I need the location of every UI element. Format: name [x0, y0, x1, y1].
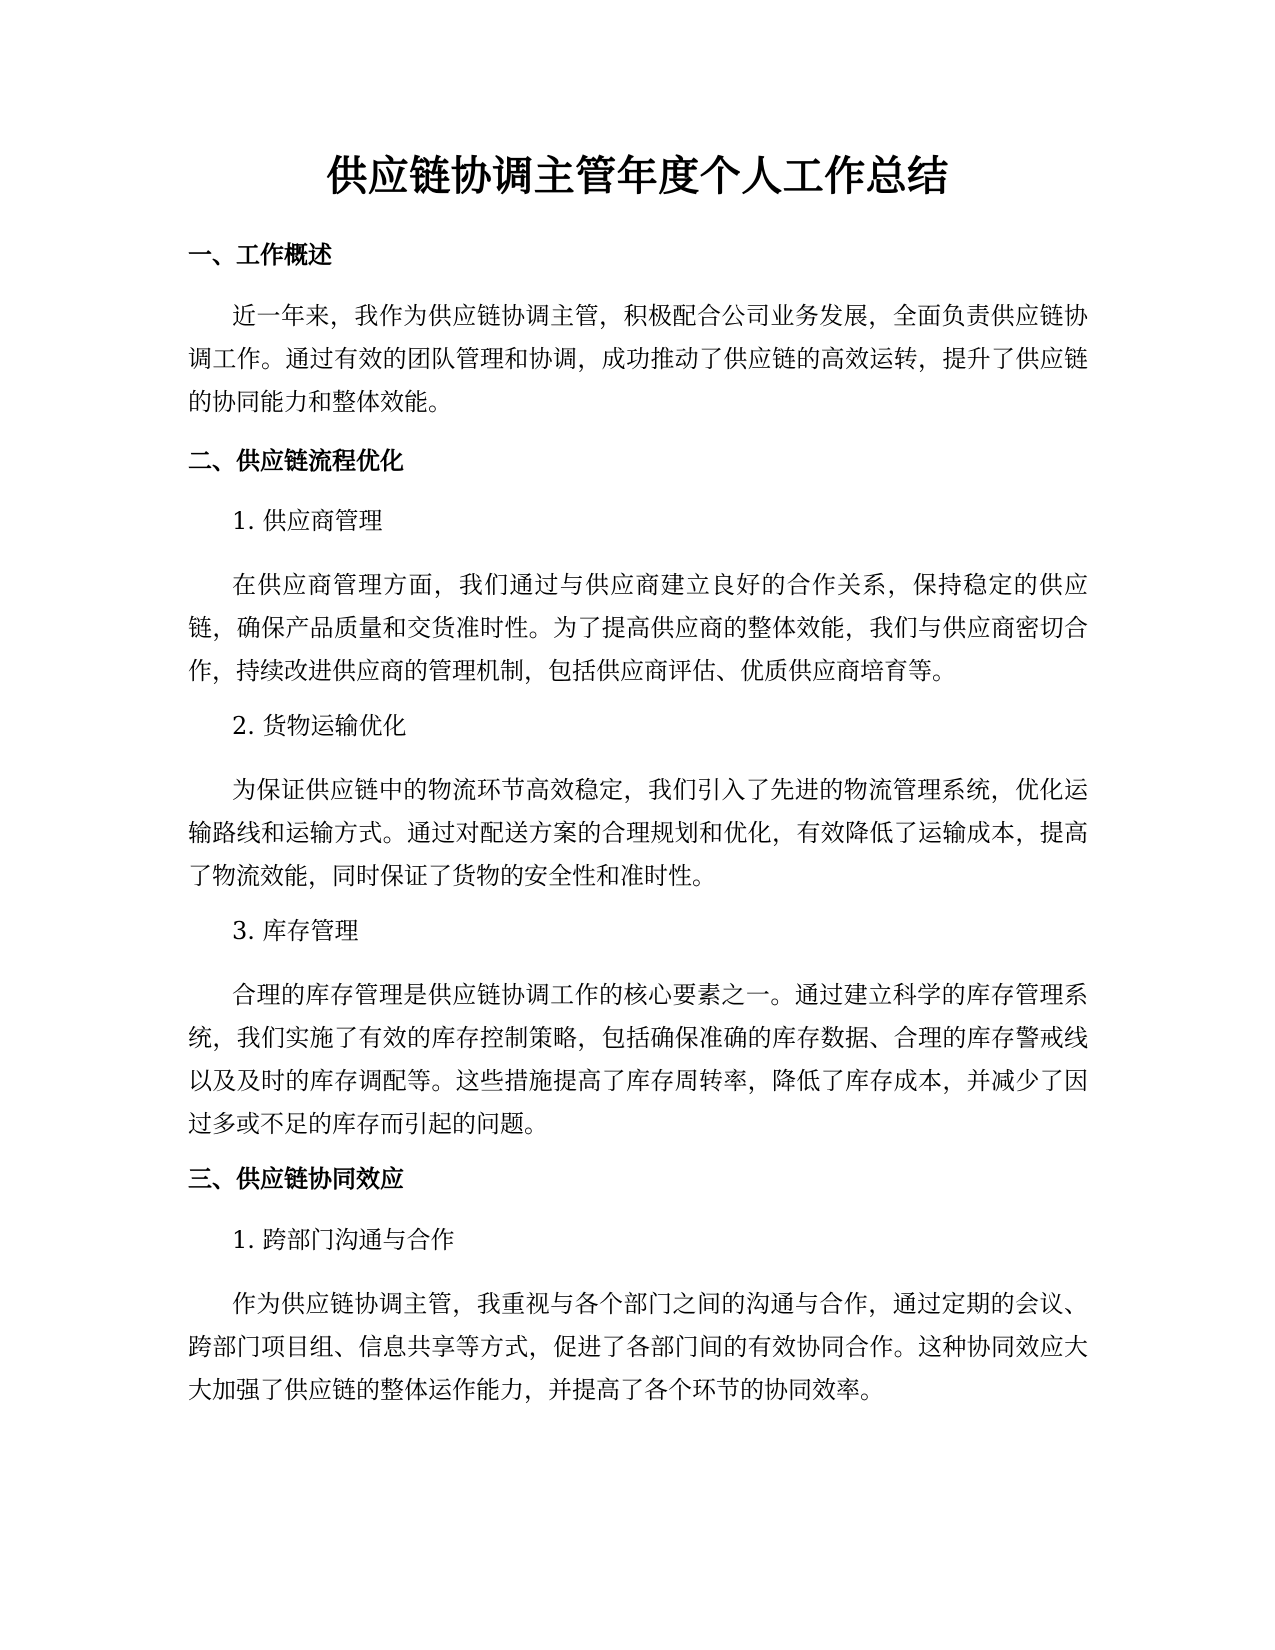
paragraph-inventory-management: 合理的库存管理是供应链协调工作的核心要素之一。通过建立科学的库存管理系统，我们实施了有效的库存控制策略，包括确保准确的库存数据、合理的库存警戒线以及及时的库存调配等。这些措施提高了库存周转率，降低了库存成本，并减少了因过多或不足的库存而引起的问题。 — [188, 981, 1088, 1138]
section-heading-synergy: 三、供应链协同效应 — [188, 1165, 404, 1193]
subheading-supplier-management: 1. 供应商管理 — [232, 507, 383, 535]
section-heading-process-optimization: 二、供应链流程优化 — [188, 447, 404, 475]
paragraph-overview: 近一年来，我作为供应链协调主管，积极配合公司业务发展，全面负责供应链协调工作。通过有效的团队管理和协调，成功推动了供应链的高效运转，提升了供应链的协同能力和整体效能。 — [188, 302, 1088, 416]
subheading-cross-department: 1. 跨部门沟通与合作 — [232, 1226, 455, 1254]
subheading-transport-optimization: 2. 货物运输优化 — [232, 712, 407, 740]
subheading-inventory-management: 3. 库存管理 — [232, 917, 359, 945]
document-title: 供应链协调主管年度个人工作总结 — [326, 152, 949, 200]
paragraph-cross-department: 作为供应链协调主管，我重视与各个部门之间的沟通与合作，通过定期的会议、跨部门项目组、信息共享等方式，促进了各部门间的有效协同合作。这种协同效应大大加强了供应链的整体运作能力，并提高了各个环节的协同效率。 — [188, 1290, 1088, 1404]
section-heading-overview: 一、工作概述 — [188, 241, 332, 269]
paragraph-transport-optimization: 为保证供应链中的物流环节高效稳定，我们引入了先进的物流管理系统，优化运输路线和运输方式。通过对配送方案的合理规划和优化，有效降低了运输成本，提高了物流效能，同时保证了货物的安全性和准时性。 — [188, 776, 1088, 890]
paragraph-supplier-management: 在供应商管理方面，我们通过与供应商建立良好的合作关系，保持稳定的供应链，确保产品质量和交货准时性。为了提高供应商的整体效能，我们与供应商密切合作，持续改进供应商的管理机制，包括供应商评估、优质供应商培育等。 — [188, 571, 1088, 685]
